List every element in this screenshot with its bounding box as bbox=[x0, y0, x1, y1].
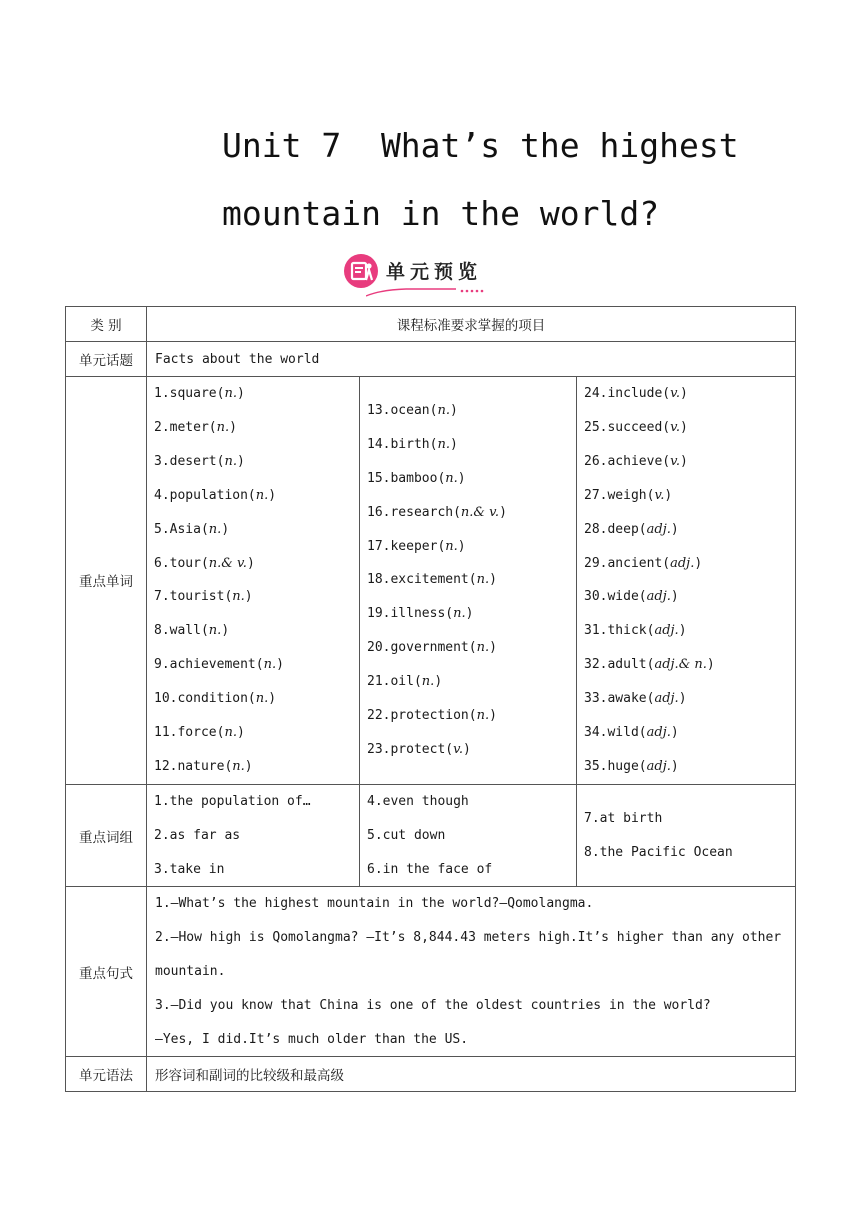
part-of-speech: n. bbox=[445, 538, 458, 554]
part-of-speech: n. bbox=[255, 487, 269, 503]
phrase-item: 6.in the face of bbox=[367, 861, 493, 877]
word-item: 7.tourist(n.) bbox=[154, 589, 253, 605]
word-item: 9.achievement(n.) bbox=[154, 657, 284, 673]
part-of-speech: n. bbox=[224, 724, 237, 740]
sentence-line: 2.—How high is Qomolangma? —It’s 8,844.43 meters high.It’s higher than any other bbox=[155, 930, 782, 946]
word-item: 20.government(n.) bbox=[367, 640, 497, 656]
phrase-item: 5.cut down bbox=[367, 827, 446, 843]
phrases-column-3 bbox=[577, 784, 796, 887]
part-of-speech: n. bbox=[263, 657, 277, 673]
word-text: 16.research bbox=[367, 504, 454, 520]
part-of-speech: n.& v. bbox=[460, 504, 500, 520]
part-of-speech: n. bbox=[445, 470, 458, 486]
part-of-speech: n. bbox=[232, 758, 245, 774]
sentences-row bbox=[66, 887, 796, 1057]
part-of-speech: n.& v. bbox=[208, 555, 247, 571]
part-of-speech: adj. bbox=[646, 589, 671, 605]
word-text: 20.government bbox=[367, 640, 469, 656]
part-of-speech: n. bbox=[224, 386, 237, 402]
part-of-speech: n. bbox=[224, 453, 237, 469]
word-item: 26.achieve(v.) bbox=[584, 453, 688, 469]
table-header-row bbox=[66, 307, 796, 342]
sentence-line: —Yes, I did.It’s much older than the US. bbox=[155, 1031, 469, 1047]
part-of-speech: n. bbox=[476, 572, 490, 588]
words-column-1 bbox=[147, 377, 360, 785]
word-item: 25.succeed(v.) bbox=[584, 419, 688, 435]
word-item: 31.thick(adj.) bbox=[584, 623, 687, 639]
word-text: 9.achievement bbox=[154, 657, 256, 673]
word-text: 26.achieve bbox=[584, 453, 663, 469]
words-column-3 bbox=[577, 377, 796, 785]
word-text: 24.include bbox=[584, 386, 663, 402]
word-item: 1.square(n.) bbox=[154, 386, 245, 402]
part-of-speech: n. bbox=[453, 606, 466, 622]
part-of-speech: n. bbox=[232, 589, 245, 605]
word-text: 34.wild bbox=[584, 724, 639, 740]
unit-preview-table bbox=[65, 306, 796, 1092]
phrase-item: 3.take in bbox=[154, 861, 225, 877]
word-text: 30.wide bbox=[584, 589, 639, 605]
word-item: 23.protect(v.) bbox=[367, 741, 471, 757]
part-of-speech: v. bbox=[670, 419, 681, 435]
word-item: 29.ancient(adj.) bbox=[584, 555, 703, 571]
part-of-speech: adj. bbox=[646, 521, 671, 537]
part-of-speech: v. bbox=[670, 453, 681, 469]
title-line-2: mountain in the world? bbox=[222, 194, 660, 233]
word-item: 27.weigh(v.) bbox=[584, 487, 673, 503]
word-text: 1.square bbox=[154, 386, 217, 402]
word-text: 28.deep bbox=[584, 521, 639, 537]
part-of-speech: adj. bbox=[654, 691, 679, 707]
part-of-speech: v. bbox=[654, 487, 665, 503]
part-of-speech: n. bbox=[255, 691, 269, 707]
word-text: 11.force bbox=[154, 724, 217, 740]
word-text: 23.protect bbox=[367, 741, 446, 757]
word-item: 33.awake(adj.) bbox=[584, 691, 687, 707]
word-text: 5.Asia bbox=[154, 521, 201, 537]
phrase-item: 1.the population of… bbox=[154, 793, 311, 809]
word-text: 8.wall bbox=[154, 623, 201, 639]
book-reader-icon bbox=[344, 254, 378, 288]
grammar-row bbox=[66, 1057, 796, 1092]
word-text: 7.tourist bbox=[154, 589, 225, 605]
word-text: 10.condition bbox=[154, 691, 248, 707]
word-text: 4.population bbox=[154, 487, 248, 503]
word-text: 2.meter bbox=[154, 419, 209, 435]
part-of-speech: n. bbox=[216, 419, 230, 435]
word-text: 6.tour bbox=[154, 555, 201, 571]
word-text: 31.thick bbox=[584, 623, 647, 639]
word-item: 11.force(n.) bbox=[154, 724, 245, 740]
word-item: 5.Asia(n.) bbox=[154, 521, 230, 537]
word-item: 2.meter(n.) bbox=[154, 419, 237, 435]
sentence-line: 1.—What’s the highest mountain in the world?—Qomolangma. bbox=[155, 896, 594, 912]
part-of-speech: n. bbox=[208, 521, 222, 537]
phrase-item: 8.the Pacific Ocean bbox=[584, 844, 733, 860]
phrase-item: 4.even though bbox=[367, 793, 469, 809]
word-item: 6.tour(n.& v.) bbox=[154, 555, 255, 571]
word-text: 19.illness bbox=[367, 606, 446, 622]
part-of-speech: v. bbox=[453, 741, 464, 757]
phrase-item: 7.at birth bbox=[584, 810, 663, 826]
grammar-value: 形容词和副词的比较级和最高级 bbox=[147, 1057, 796, 1092]
sentences-category: 重点句式 bbox=[66, 887, 147, 1057]
header-content: 课程标准要求掌握的项目 bbox=[147, 307, 796, 342]
word-item: 30.wide(adj.) bbox=[584, 589, 679, 605]
word-item: 17.keeper(n.) bbox=[367, 538, 466, 554]
word-item: 32.adult(adj.& n.) bbox=[584, 657, 715, 673]
word-item: 10.condition(n.) bbox=[154, 691, 277, 707]
phrase-item: 2.as far as bbox=[154, 827, 241, 843]
word-text: 13.ocean bbox=[367, 403, 430, 418]
word-text: 25.succeed bbox=[584, 419, 663, 435]
word-item: 21.oil(n.) bbox=[367, 674, 443, 690]
word-text: 35.huge bbox=[584, 758, 639, 774]
word-item: 19.illness(n.) bbox=[367, 606, 474, 622]
phrases-column-1 bbox=[147, 784, 360, 887]
part-of-speech: n. bbox=[476, 708, 490, 724]
word-item: 12.nature(n.) bbox=[154, 758, 253, 774]
word-item: 16.research(n.& v.) bbox=[367, 504, 507, 520]
word-item: 34.wild(adj.) bbox=[584, 724, 679, 740]
title-line-1: Unit 7 What’s the highest bbox=[222, 126, 739, 165]
word-text: 3.desert bbox=[154, 453, 217, 469]
word-item: 22.protection(n.) bbox=[367, 708, 497, 724]
word-text: 21.oil bbox=[367, 674, 414, 690]
sentences-content bbox=[147, 887, 796, 1057]
part-of-speech: adj. bbox=[646, 758, 671, 774]
part-of-speech: n. bbox=[437, 436, 450, 452]
banner-underline bbox=[366, 288, 486, 298]
word-text: 27.weigh bbox=[584, 487, 647, 503]
part-of-speech: n. bbox=[208, 623, 222, 639]
word-text: 32.adult bbox=[584, 657, 647, 673]
words-column-2 bbox=[360, 377, 577, 785]
words-row bbox=[66, 377, 796, 785]
sentence-line: mountain. bbox=[155, 964, 226, 980]
word-text: 12.nature bbox=[154, 758, 225, 774]
page-title bbox=[222, 112, 822, 248]
word-text: 14.birth bbox=[367, 436, 430, 452]
word-item: 4.population(n.) bbox=[154, 487, 277, 503]
part-of-speech: adj.& n. bbox=[654, 657, 707, 673]
header-category: 类 别 bbox=[66, 307, 147, 342]
word-text: 33.awake bbox=[584, 691, 647, 707]
word-text: 17.keeper bbox=[367, 538, 438, 554]
word-item: 8.wall(n.) bbox=[154, 623, 230, 639]
word-text: 29.ancient bbox=[584, 555, 663, 571]
topic-row bbox=[66, 342, 796, 377]
topic-category: 单元话题 bbox=[66, 342, 147, 377]
word-item: 14.birth(n.) bbox=[367, 436, 458, 452]
part-of-speech: n. bbox=[476, 640, 490, 656]
phrases-column-2 bbox=[360, 784, 577, 887]
word-item: 28.deep(adj.) bbox=[584, 521, 679, 537]
topic-value: Facts about the world bbox=[147, 342, 796, 377]
phrases-category: 重点词组 bbox=[66, 784, 147, 887]
sentence-line: 3.—Did you know that China is one of the oldest countries in the world? bbox=[155, 997, 711, 1013]
part-of-speech: adj. bbox=[646, 724, 671, 740]
part-of-speech: v. bbox=[670, 386, 681, 402]
word-text: 22.protection bbox=[367, 708, 469, 724]
phrases-row bbox=[66, 784, 796, 887]
part-of-speech: n. bbox=[437, 403, 450, 418]
word-item: 15.bamboo(n.) bbox=[367, 470, 466, 486]
part-of-speech: adj. bbox=[654, 623, 679, 639]
part-of-speech: n. bbox=[421, 674, 435, 690]
word-text: 18.excitement bbox=[367, 572, 469, 588]
word-item: 3.desert(n.) bbox=[154, 453, 245, 469]
word-item: 35.huge(adj.) bbox=[584, 758, 679, 774]
word-item: 18.excitement(n.) bbox=[367, 572, 497, 588]
word-text: 15.bamboo bbox=[367, 470, 438, 486]
words-category: 重点单词 bbox=[66, 377, 147, 785]
word-item: 13.ocean(n.) bbox=[367, 403, 458, 418]
grammar-category: 单元语法 bbox=[66, 1057, 147, 1092]
banner-label: 单元预览 bbox=[386, 261, 483, 283]
word-item: 24.include(v.) bbox=[584, 386, 688, 402]
section-banner bbox=[344, 254, 514, 296]
part-of-speech: adj. bbox=[670, 555, 695, 571]
